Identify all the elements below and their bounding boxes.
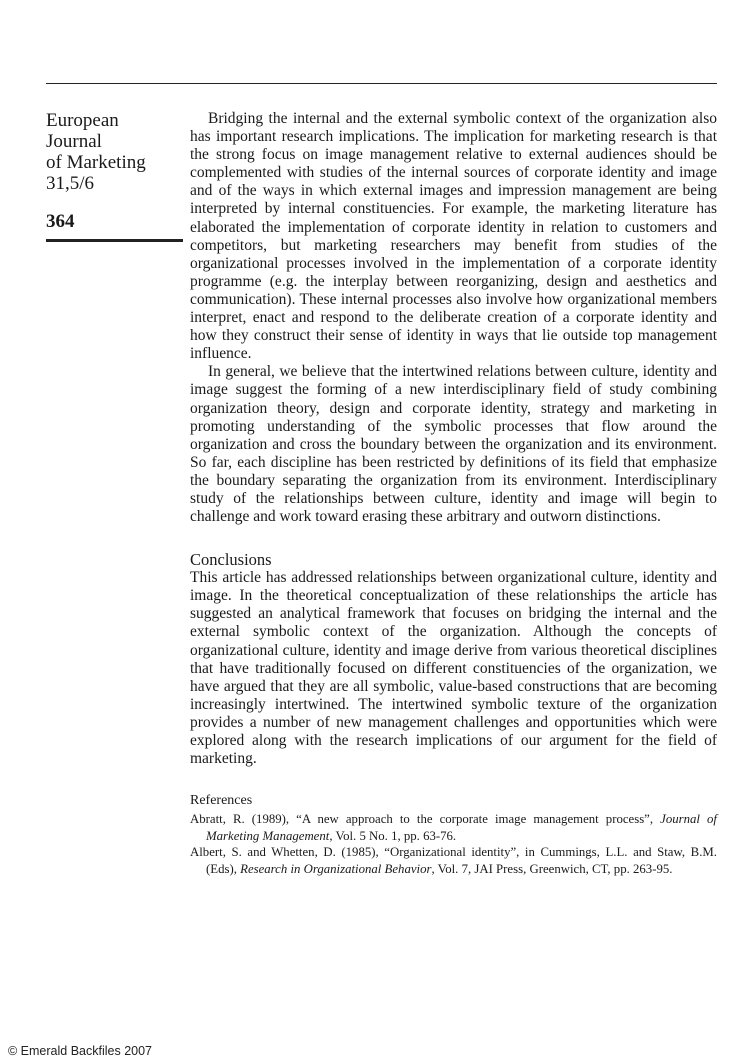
journal-volume-issue: 31,5/6: [46, 173, 95, 194]
references-section: [190, 792, 717, 877]
reference-text: , Vol. 7, JAI Press, Greenwich, CT, pp. 263-95.: [431, 861, 673, 876]
reference-book-title: Research in Organizational Behavior: [240, 861, 432, 876]
reference-text: , Vol. 5 No. 1, pp. 63-76.: [329, 828, 457, 843]
reference-item: [190, 811, 717, 844]
header-rule: [46, 83, 717, 84]
reference-text: Albert, S. and Whetten, D. (1985), “Organizational identity”, in Cummings, L.L. and Staw, B.M. (Eds),: [190, 845, 717, 876]
journal-sidebar: [46, 110, 186, 194]
references-heading: References: [190, 793, 253, 809]
journal-name-line-3: of Marketing: [46, 152, 146, 173]
journal-name-line-1: European: [46, 110, 119, 131]
reference-text: Abratt, R. (1989), “A new approach to the corporate image management process”,: [190, 812, 661, 827]
journal-name-line-2: Journal: [46, 131, 102, 152]
body-paragraph: Bridging the internal and the external symbolic context of the organization also has important research implications. The implication for marketing research is that the strong focus on image management relative to external audiences should be complemented with studies of the internal sources of corporate identity and image and of the ways in which external images and impression management are being interpreted by internal constituencies. For example, the marketing literature has elaborated the implementation of corporate identity in relation to customers and competitors, but marketing researchers may benefit from studies of the organizational processes involved in the implementation of a corporate identity programme (e.g. the interplay between reorganizing, design and aesthetics and communication). These internal processes also involve how organizational members interpret, enact and respond to the deliberate creation of a corporate identity and how they construct their sense of identity in ways that lie outside top management influence.: [190, 110, 717, 363]
section-heading-conclusions: Conclusions: [190, 550, 272, 570]
reference-item: [190, 844, 717, 877]
article-body: [190, 110, 717, 877]
body-paragraph: In general, we believe that the intertwined relations between culture, identity and image suggest the forming of a new interdisciplinary field of study combining organization theory, design and corporate identity, strategy and marketing in promoting understanding of the symbolic processes that flow around the organization and cross the boundary between the organization and its environment. So far, each discipline has been restricted by definitions of its field that emphasize the boundary separating the organization from its environment. Interdisciplinary study of the relationships between culture, identity and image will begin to challenge and work toward erasing these arbitrary and outworn distinctions.: [190, 363, 717, 526]
reference-journal-title: Journal of Marketing Management: [206, 812, 717, 843]
page-number-rule: [46, 239, 183, 242]
conclusions-paragraph: This article has addressed relationships between organizational culture, identity and image. In the theoretical conceptualization of these relationships the article has suggested an analytical framework that focuses on bridging the internal and the external symbolic context of the organization. Although the concepts of organizational culture, identity and image derive from various theoretical disciplines that have traditionally focused on different constituencies of the organization, we have argued that they are all symbolic, value-based constructions that are becoming increasingly intertwined. The intertwined symbolic texture of the organization provides a number of new management challenges and opportunities which were explored along with the research implications of our argument for the field of marketing.: [190, 569, 717, 768]
copyright-footer: © Emerald Backfiles 2007: [8, 1044, 153, 1058]
page-number: 364: [46, 211, 75, 232]
